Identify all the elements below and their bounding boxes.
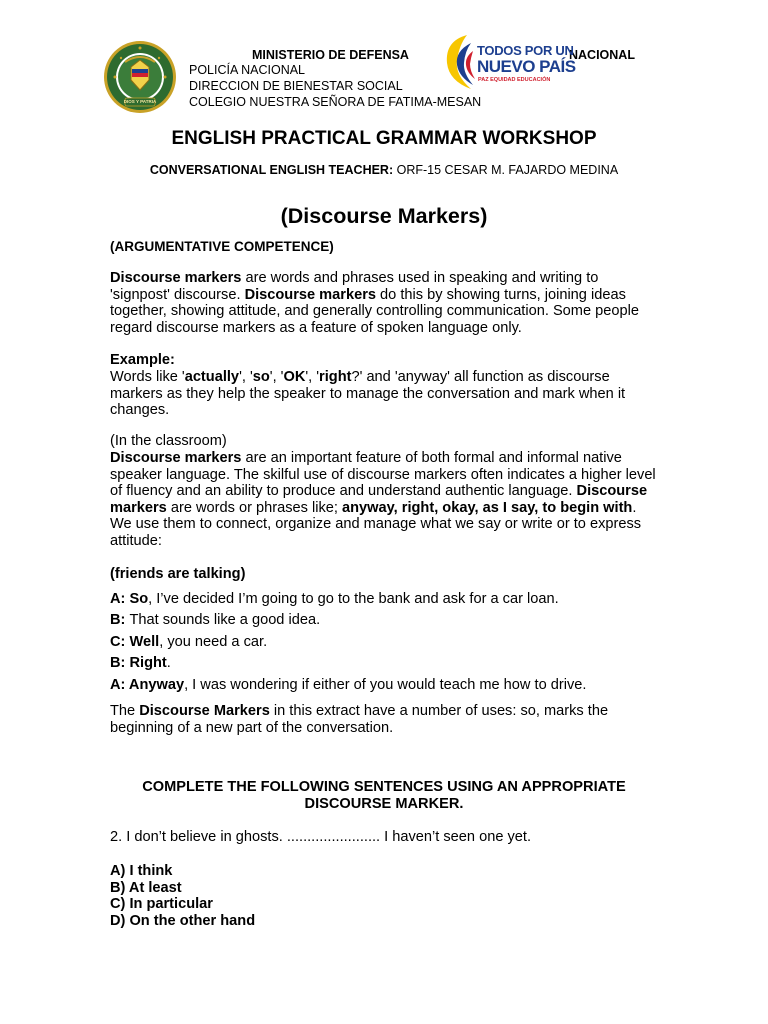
classroom-t2: are words or phrases like; <box>166 499 343 516</box>
dialogue-text: , you need a car. <box>159 634 268 650</box>
page-title: ENGLISH PRACTICAL GRAMMAR WORKSHOP <box>171 128 597 149</box>
dialogue-speaker: A: <box>110 677 129 693</box>
intro-dm1: Discourse markers <box>110 270 242 286</box>
logo-text-line2: NUEVO PAÍS <box>477 57 576 76</box>
nacional-heading: NACIONAL <box>569 48 635 62</box>
answer-option[interactable]: B) At least <box>110 879 182 896</box>
classroom-dm1: Discourse markers <box>110 450 242 466</box>
dialogue-marker: So <box>129 591 149 607</box>
classroom-paragraph <box>110 450 660 550</box>
logo-text-line1: TODOS POR UN <box>477 43 574 58</box>
example-t5: ?' and 'anyway' all function as discourse markers as they help the speaker to manage the conversation and mark when it changes. <box>110 369 626 419</box>
dialogue-line <box>110 677 586 694</box>
dialogue-speaker: B: <box>110 612 130 628</box>
example-t4: ', ' <box>305 369 320 385</box>
example-word-so: so <box>252 369 270 385</box>
friends-heading: (friends are talking) <box>110 566 246 582</box>
answer-option[interactable]: C) In particular <box>110 896 213 913</box>
exercise-question: 2. I don’t believe in ghosts. ....................... I haven’t seen one yet. <box>110 829 532 845</box>
dialogue-speaker: C: <box>110 634 130 650</box>
example-word-actually: actually <box>184 369 240 385</box>
dialogue-text: . <box>166 655 171 671</box>
dialogue-text: , I’ve decided I’m going to go to the bank and ask for a car loan. <box>148 591 559 607</box>
example-t3: ', ' <box>269 369 284 385</box>
example-t2: ', ' <box>239 369 253 385</box>
dialogue-line <box>110 612 320 629</box>
dialogue-marker: Well <box>129 634 160 650</box>
example-word-right: right <box>319 369 352 385</box>
dialogue-speaker: A: <box>110 591 130 607</box>
dialogue-text: That sounds like a good idea. <box>129 612 321 628</box>
teacher-name: ORF-15 CESAR M. FAJARDO MEDINA <box>393 163 619 177</box>
intro-t1: are words and phrases used in speaking and writing to 'signpost' discourse. <box>110 270 599 303</box>
dialogue-marker: Right <box>129 655 167 671</box>
example-t1: Words like ' <box>110 369 185 385</box>
competence-label: (ARGUMENTATIVE COMPETENCE) <box>110 239 334 254</box>
answer-option[interactable]: A) I think <box>110 863 173 879</box>
classroom-t3: . We use them to connect, organize and manage what we say or write or to express attitude: <box>110 499 642 549</box>
classroom-dm2: Discourse markers <box>110 483 648 516</box>
dialogue-line <box>110 655 171 672</box>
example-paragraph <box>110 369 660 419</box>
extract-dm: Discourse Markers <box>139 703 270 719</box>
nuevo-pais-logo <box>441 33 576 91</box>
teacher-label: CONVERSATIONAL ENGLISH TEACHER: <box>149 163 394 177</box>
seal-motto: DIOS Y PATRIA <box>123 99 157 104</box>
dialogue-marker: Anyway <box>128 677 185 693</box>
intro-t2: do this by showing turns, joining ideas together, showing attitude, and generally controlling communication. Some people regard discourse markers as a feature of spoken language only. <box>110 286 639 336</box>
header-line-colegio: COLEGIO NUESTRA SEÑORA DE FATIMA-MESAN <box>189 95 482 109</box>
classroom-label: (In the classroom) <box>110 433 227 449</box>
answer-option[interactable]: D) On the other hand <box>110 912 256 929</box>
intro-dm2: Discourse markers <box>244 286 376 303</box>
example-word-ok: OK <box>283 369 306 385</box>
exercise-instruction: COMPLETE THE FOLLOWING SENTENCES USING AN APPROPRIATE DISCOURSE MARKER. <box>142 779 626 812</box>
header-line-policia: POLICÍA NACIONAL <box>189 63 306 77</box>
logo-text-line3: PAZ EQUIDAD EDUCACIÓN <box>478 77 551 83</box>
extract-t1: The <box>110 703 140 719</box>
classroom-t1: are an important feature of both formal and informal native speaker language. The skilful use of discourse markers often indicates a higher level of fluency and an ability to produce and understand authentic language. <box>110 450 656 500</box>
dialogue-text: , I was wondering if either of you would teach me how to drive. <box>184 677 587 693</box>
teacher-line <box>0 163 768 177</box>
subtitle: (Discourse Markers) <box>280 204 488 228</box>
dialogue-speaker: B: <box>110 655 130 671</box>
dialogue-line <box>110 591 559 608</box>
extract-t2: in this extract have a number of uses: so, marks the beginning of a new part of the conversation. <box>110 703 609 736</box>
header-line-direccion: DIRECCION DE BIENESTAR SOCIAL <box>189 79 403 93</box>
example-heading: Example: <box>110 352 175 368</box>
classroom-list: anyway, right, okay, as I say, to begin with <box>342 499 633 516</box>
extract-paragraph <box>110 703 660 736</box>
dialogue-line <box>110 634 267 651</box>
intro-paragraph <box>110 270 660 336</box>
ministry-heading: MINISTERIO DE DEFENSA <box>252 48 409 62</box>
